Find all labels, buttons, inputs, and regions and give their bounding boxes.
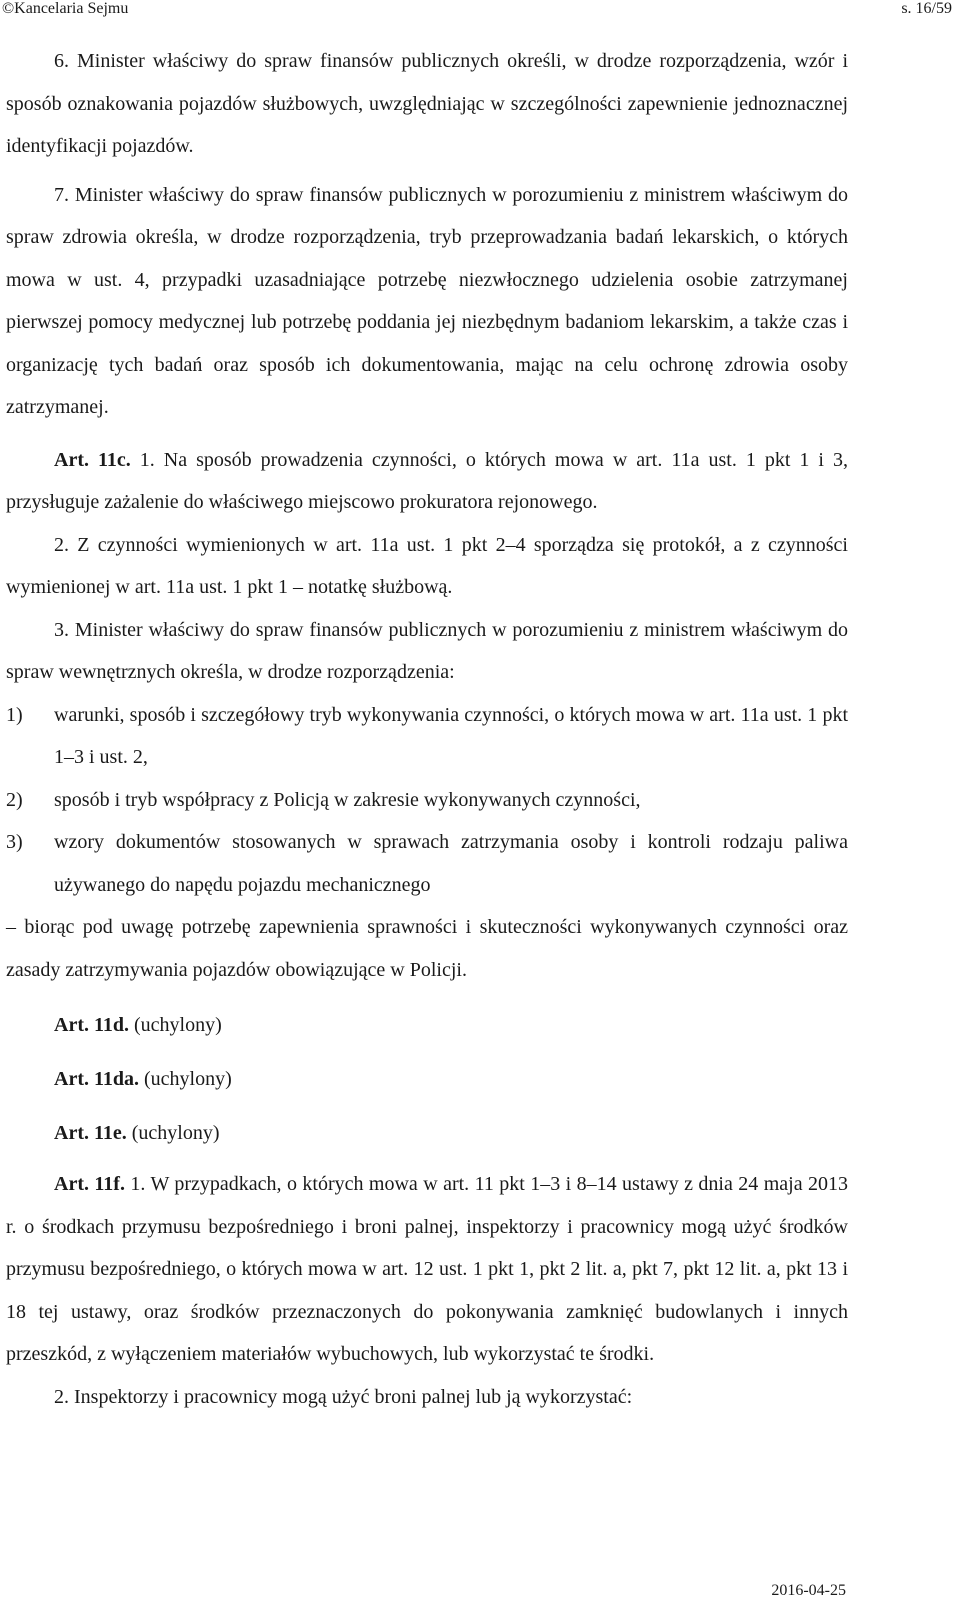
article-label: Art. 11c. bbox=[54, 448, 131, 471]
document-body bbox=[6, 40, 848, 1418]
article-label: Art. 11f. bbox=[54, 1173, 125, 1195]
page-header bbox=[0, 0, 960, 22]
art-11c-para-3: 3. Minister właściwy do spraw finansów publicznych w porozumieniu z ministrem właściwym do spraw wewnętrznych określa, w drodze rozporządzenia: bbox=[6, 618, 848, 683]
article-label: Art. 11da. bbox=[54, 1068, 139, 1090]
list-item: 3) wzory dokumentów stosowanych w sprawach zatrzymania osoby i kontroli rodzaju paliwa używanego do napędu pojazdu mechanicznego bbox=[6, 831, 848, 896]
list-item: 2) sposób i tryb współpracy z Policją w zakresie wykonywanych czynności, bbox=[6, 788, 641, 811]
list-item: 1) warunki, sposób i szczegółowy tryb wykonywania czynności, o których mowa w art. 11a ust. 1 pkt 1–3 i ust. 2, bbox=[6, 703, 848, 768]
art-11e: Art. 11e. (uchylony) bbox=[54, 1122, 220, 1144]
page-number: s. 16/59 bbox=[901, 0, 952, 17]
art-11c-para-1: Art. 11c. 1. Na sposób prowadzenia czynności, o których mowa w art. 11a ust. 1 pkt 1 i 3, przysługuje zażalenie do właściwego miejscowo prokuratora rejonowego. bbox=[6, 448, 848, 513]
paragraph-6: 6. Minister właściwy do spraw finansów publicznych określi, w drodze rozporządzenia, wzór i sposób oznakowania pojazdów służbowych, uwzględniając w szczególności zapewnienie jednoznacznej identyfikacji pojazdów. bbox=[6, 50, 848, 157]
art-11c-para-2: 2. Z czynności wymienionych w art. 11a ust. 1 pkt 2–4 sporządza się protokół, a z czynności wymienionej w art. 11a ust. 1 pkt 1 – notatkę służbową. bbox=[6, 533, 848, 598]
article-label: Art. 11d. bbox=[54, 1014, 129, 1036]
paragraph-7: 7. Minister właściwy do spraw finansów publicznych w porozumieniu z ministrem właściwym do spraw zdrowia określa, w drodze rozporządzenia, tryb przeprowadzania badań lekarskich, o których mowa w ust. 4, przypadki uzasadniające potrzebę niezwłocznego udzielenia osobie zatrzymanej pierwszej pomocy medycznej lub potrzebę poddania jej niezbędnym badaniom lekarskim, a także czas i organizację tych badań oraz sposób ich dokumentowania, mając na celu ochronę zdrowia osoby zatrzymanej. bbox=[6, 183, 848, 418]
document-date: 2016-04-25 bbox=[771, 1582, 846, 1599]
art-11f-para-2: 2. Inspektorzy i pracownicy mogą użyć broni palnej lub ją wykorzystać: bbox=[54, 1385, 633, 1408]
copyright-label: ©Kancelaria Sejmu bbox=[2, 0, 129, 17]
art-11d: Art. 11d. (uchylony) bbox=[54, 1014, 222, 1036]
art-11f-para-1: Art. 11f. 1. W przypadkach, o których mowa w art. 11 pkt 1–3 i 8–14 ustawy z dnia 24 maja 2013 r. o środkach przymusu bezpośredniego i broni palnej, inspektorzy i pracownicy mogą użyć środków przymusu bezpośredniego, o których mowa w art. 12 ust. 1 pkt 1, pkt 2 lit. a, pkt 7, pkt 12 lit. a, pkt 13 i 18 tej ustawy, oraz środków przeznaczonych do pokonywania zamknięć budowlanych i innych przeszkód, z wyłączeniem materiałów wybuchowych, lub wykorzystać te środki. bbox=[6, 1173, 848, 1365]
art-11da: Art. 11da. (uchylony) bbox=[54, 1068, 232, 1090]
art-11c-tail: – biorąc pod uwagę potrzebę zapewnienia sprawności i skuteczności wykonywanych czynności oraz zasady zatrzymywania pojazdów obowiązujące w Policji. bbox=[6, 916, 848, 981]
article-label: Art. 11e. bbox=[54, 1122, 127, 1144]
